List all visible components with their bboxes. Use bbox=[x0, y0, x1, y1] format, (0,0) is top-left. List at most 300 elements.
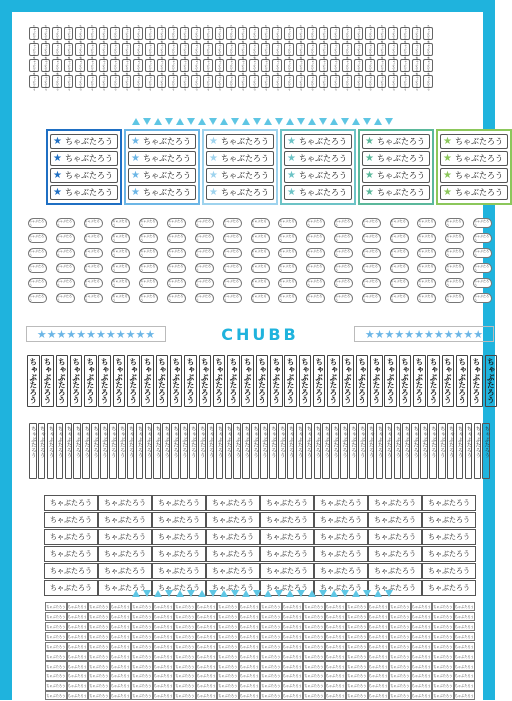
triangle-mark bbox=[132, 590, 140, 597]
vertical-name-label: ちゃぶたろう bbox=[84, 355, 97, 407]
small-name-label: ちゃぶたろう bbox=[325, 612, 347, 621]
small-name-label: ちゃぶたろう bbox=[346, 632, 368, 641]
tiny-name-sticker: ちゃぶたろう bbox=[64, 27, 74, 40]
triangle-mark bbox=[374, 118, 382, 125]
thin-vertical-name-label: ちゃぶたろう bbox=[225, 423, 233, 479]
cloud-name-sticker: ちゃぶたろう bbox=[334, 278, 353, 288]
tiny-name-sticker: ちゃぶたろう bbox=[249, 59, 259, 72]
cloud-name-sticker: ちゃぶたろう bbox=[278, 218, 297, 228]
tiny-name-sticker: ちゃぶたろう bbox=[296, 59, 306, 72]
star-icon: ★ bbox=[209, 169, 218, 181]
triangle-mark bbox=[154, 590, 162, 597]
tiny-name-sticker: ちゃぶたろう bbox=[354, 75, 364, 88]
star-icon: ★ bbox=[53, 169, 62, 181]
rect-name-label: ちゃぶたろう bbox=[260, 563, 314, 579]
cloud-name-sticker: ちゃぶたろう bbox=[84, 263, 103, 273]
small-label-row bbox=[45, 612, 475, 621]
triangle-mark bbox=[253, 118, 261, 125]
name-text: ちゃぶたろう bbox=[142, 188, 191, 197]
vertical-name-label: ちゃぶたろう bbox=[270, 355, 283, 407]
cloud-name-sticker: ちゃぶたろう bbox=[417, 218, 436, 228]
triangle-mark bbox=[231, 118, 239, 125]
tiny-name-sticker: ちゃぶたろう bbox=[52, 27, 62, 40]
small-name-label: ちゃぶたろう bbox=[389, 642, 411, 651]
vertical-name-label: ちゃぶたろう bbox=[442, 355, 455, 407]
triangle-mark bbox=[352, 590, 360, 597]
vertical-name-label: ちゃぶたろう bbox=[384, 355, 397, 407]
cloud-name-sticker: ちゃぶたろう bbox=[28, 218, 47, 228]
rect-label-row bbox=[44, 546, 476, 562]
tiny-name-sticker: ちゃぶたろう bbox=[284, 27, 294, 40]
tiny-name-sticker: ちゃぶたろう bbox=[400, 43, 410, 56]
thin-vertical-name-label: ちゃぶたろう bbox=[233, 423, 241, 479]
small-name-label: ちゃぶたろう bbox=[325, 632, 347, 641]
small-name-label: ちゃぶたろう bbox=[217, 671, 239, 680]
small-name-label: ちゃぶたろう bbox=[411, 671, 433, 680]
name-text: ちゃぶたろう bbox=[376, 137, 425, 146]
tiny-name-sticker: ちゃぶたろう bbox=[168, 43, 178, 56]
tiny-name-sticker: ちゃぶたろう bbox=[238, 75, 248, 88]
tiny-name-sticker: ちゃぶたろう bbox=[284, 43, 294, 56]
tiny-name-sticker: ちゃぶたろう bbox=[191, 75, 201, 88]
small-name-label: ちゃぶたろう bbox=[368, 691, 390, 700]
tiny-name-sticker: ちゃぶたろう bbox=[122, 59, 132, 72]
rect-name-label: ちゃぶたろう bbox=[260, 495, 314, 511]
cloud-name-sticker: ちゃぶたろう bbox=[390, 248, 409, 258]
cloud-sticker-row bbox=[28, 278, 492, 288]
cloud-name-sticker: ちゃぶたろう bbox=[473, 278, 492, 288]
tiny-name-sticker: ちゃぶたろう bbox=[423, 27, 433, 40]
thin-vertical-name-label: ちゃぶたろう bbox=[38, 423, 46, 479]
small-name-label: ちゃぶたろう bbox=[454, 671, 476, 680]
tiny-name-sticker: ちゃぶたろう bbox=[145, 27, 155, 40]
tiny-name-sticker: ちゃぶたろう bbox=[215, 27, 225, 40]
star-label-column bbox=[358, 129, 434, 205]
small-name-label: ちゃぶたろう bbox=[45, 651, 67, 660]
small-name-label: ちゃぶたろう bbox=[303, 691, 325, 700]
triangle-mark bbox=[286, 118, 294, 125]
small-name-label: ちゃぶたろう bbox=[88, 691, 110, 700]
small-name-label: ちゃぶたろう bbox=[196, 681, 218, 690]
tiny-name-sticker: ちゃぶたろう bbox=[330, 43, 340, 56]
name-text: ちゃぶたろう bbox=[376, 154, 425, 163]
tiny-name-sticker: ちゃぶたろう bbox=[133, 59, 143, 72]
star-icon: ★ bbox=[365, 135, 374, 147]
small-name-label: ちゃぶたろう bbox=[131, 681, 153, 690]
cloud-name-sticker: ちゃぶたろう bbox=[28, 293, 47, 303]
vertical-name-label: ちゃぶたろう bbox=[399, 355, 412, 407]
small-name-label: ちゃぶたろう bbox=[153, 681, 175, 690]
rect-name-label: ちゃぶたろう bbox=[44, 546, 98, 562]
small-name-label: ちゃぶたろう bbox=[153, 602, 175, 611]
small-name-label: ちゃぶたろう bbox=[325, 671, 347, 680]
small-name-label: ちゃぶたろう bbox=[411, 681, 433, 690]
tiny-sticker-row bbox=[29, 24, 489, 43]
star-name-label bbox=[440, 185, 508, 200]
tiny-name-sticker: ちゃぶたろう bbox=[307, 59, 317, 72]
tiny-name-sticker: ちゃぶたろう bbox=[180, 43, 190, 56]
small-name-label: ちゃぶたろう bbox=[454, 681, 476, 690]
small-name-label: ちゃぶたろう bbox=[368, 642, 390, 651]
thin-vertical-name-label: ちゃぶたろう bbox=[136, 423, 144, 479]
star-icon: ★ bbox=[287, 169, 296, 181]
triangle-mark bbox=[176, 118, 184, 125]
name-text: ちゃぶたろう bbox=[142, 137, 191, 146]
rect-name-label: ちゃぶたろう bbox=[152, 495, 206, 511]
tiny-name-sticker: ちゃぶたろう bbox=[284, 75, 294, 88]
thin-vertical-name-label: ちゃぶたろう bbox=[260, 423, 268, 479]
cloud-name-sticker: ちゃぶたろう bbox=[417, 233, 436, 243]
name-text: ちゃぶたろう bbox=[64, 188, 113, 197]
cloud-name-sticker: ちゃぶたろう bbox=[278, 248, 297, 258]
triangle-band-top bbox=[142, 118, 382, 126]
small-name-label: ちゃぶたろう bbox=[217, 632, 239, 641]
small-name-label: ちゃぶたろう bbox=[325, 661, 347, 670]
cloud-name-sticker: ちゃぶたろう bbox=[84, 248, 103, 258]
small-name-label: ちゃぶたろう bbox=[153, 651, 175, 660]
tiny-name-sticker: ちゃぶたろう bbox=[52, 59, 62, 72]
thin-vertical-name-label: ちゃぶたろう bbox=[314, 423, 322, 479]
rect-name-label: ちゃぶたろう bbox=[206, 529, 260, 545]
vertical-name-label: ちゃぶたろう bbox=[213, 355, 226, 407]
thin-vertical-name-label: ちゃぶたろう bbox=[198, 423, 206, 479]
tiny-name-sticker: ちゃぶたろう bbox=[41, 59, 51, 72]
small-name-label: ちゃぶたろう bbox=[368, 671, 390, 680]
star-label-column bbox=[436, 129, 512, 205]
thin-vertical-name-label: ちゃぶたろう bbox=[287, 423, 295, 479]
thin-vertical-name-label: ちゃぶたろう bbox=[251, 423, 259, 479]
small-name-label: ちゃぶたろう bbox=[45, 671, 67, 680]
cloud-name-sticker: ちゃぶたろう bbox=[223, 218, 242, 228]
small-name-label: ちゃぶたろう bbox=[67, 651, 89, 660]
small-name-label: ちゃぶたろう bbox=[174, 622, 196, 631]
cloud-name-sticker: ちゃぶたろう bbox=[334, 263, 353, 273]
small-name-label: ちゃぶたろう bbox=[67, 681, 89, 690]
tiny-name-sticker: ちゃぶたろう bbox=[110, 27, 120, 40]
cloud-name-sticker: ちゃぶたろう bbox=[251, 248, 270, 258]
tiny-name-sticker: ちゃぶたろう bbox=[133, 27, 143, 40]
star-label-grid bbox=[46, 129, 503, 205]
rect-name-label: ちゃぶたろう bbox=[368, 512, 422, 528]
tiny-name-sticker: ちゃぶたろう bbox=[238, 27, 248, 40]
cloud-name-sticker: ちゃぶたろう bbox=[195, 278, 214, 288]
rect-name-label: ちゃぶたろう bbox=[260, 546, 314, 562]
small-name-label: ちゃぶたろう bbox=[260, 622, 282, 631]
triangle-mark bbox=[275, 590, 283, 597]
small-name-label: ちゃぶたろう bbox=[325, 691, 347, 700]
small-name-label: ちゃぶたろう bbox=[282, 681, 304, 690]
rect-label-row bbox=[44, 512, 476, 528]
small-name-label: ちゃぶたろう bbox=[67, 642, 89, 651]
tiny-name-sticker: ちゃぶたろう bbox=[203, 43, 213, 56]
small-name-label: ちゃぶたろう bbox=[67, 612, 89, 621]
star-name-label bbox=[362, 185, 430, 200]
small-name-label: ちゃぶたろう bbox=[454, 632, 476, 641]
small-name-label: ちゃぶたろう bbox=[88, 671, 110, 680]
tiny-name-sticker: ちゃぶたろう bbox=[412, 27, 422, 40]
cloud-name-sticker: ちゃぶたろう bbox=[334, 233, 353, 243]
vertical-name-label: ちゃぶたろう bbox=[241, 355, 254, 407]
tiny-name-sticker: ちゃぶたろう bbox=[412, 59, 422, 72]
rect-name-label: ちゃぶたろう bbox=[152, 563, 206, 579]
thin-vertical-name-label: ちゃぶたろう bbox=[162, 423, 170, 479]
cloud-name-sticker: ちゃぶたろう bbox=[56, 248, 75, 258]
rect-name-label: ちゃぶたろう bbox=[206, 563, 260, 579]
cloud-name-sticker: ちゃぶたろう bbox=[167, 278, 186, 288]
small-name-label: ちゃぶたろう bbox=[174, 651, 196, 660]
small-name-label: ちゃぶたろう bbox=[303, 671, 325, 680]
thin-vertical-name-label: ちゃぶたろう bbox=[73, 423, 81, 479]
tiny-name-sticker: ちゃぶたろう bbox=[272, 59, 282, 72]
small-name-label: ちゃぶたろう bbox=[432, 691, 454, 700]
cloud-name-sticker: ちゃぶたろう bbox=[111, 248, 130, 258]
rect-name-label: ちゃぶたろう bbox=[206, 495, 260, 511]
tiny-name-sticker: ちゃぶたろう bbox=[168, 75, 178, 88]
small-name-label: ちゃぶたろう bbox=[67, 671, 89, 680]
small-name-label: ちゃぶたろう bbox=[239, 691, 261, 700]
rect-name-label: ちゃぶたろう bbox=[44, 529, 98, 545]
small-name-label: ちゃぶたろう bbox=[411, 651, 433, 660]
small-name-label: ちゃぶたろう bbox=[389, 661, 411, 670]
tiny-name-sticker: ちゃぶたろう bbox=[330, 27, 340, 40]
tiny-sticker-grid bbox=[29, 24, 489, 91]
small-name-label: ちゃぶたろう bbox=[454, 661, 476, 670]
rect-name-label: ちゃぶたろう bbox=[152, 580, 206, 596]
triangle-mark bbox=[341, 590, 349, 597]
cloud-name-sticker: ちゃぶたろう bbox=[334, 248, 353, 258]
tiny-name-sticker: ちゃぶたろう bbox=[41, 27, 51, 40]
triangle-mark bbox=[264, 118, 272, 125]
tiny-name-sticker: ちゃぶたろう bbox=[29, 27, 39, 40]
small-label-row bbox=[45, 661, 475, 670]
small-name-label: ちゃぶたろう bbox=[45, 661, 67, 670]
star-name-label bbox=[206, 185, 274, 200]
tiny-name-sticker: ちゃぶたろう bbox=[122, 43, 132, 56]
triangle-mark bbox=[143, 590, 151, 597]
tiny-name-sticker: ちゃぶたろう bbox=[203, 59, 213, 72]
star-icon: ★ bbox=[53, 135, 62, 147]
small-name-label: ちゃぶたろう bbox=[196, 602, 218, 611]
thin-vertical-name-label: ちゃぶたろう bbox=[447, 423, 455, 479]
small-name-label: ちゃぶたろう bbox=[88, 612, 110, 621]
small-name-label: ちゃぶたろう bbox=[411, 691, 433, 700]
name-text: ちゃぶたろう bbox=[220, 154, 269, 163]
tiny-name-sticker: ちゃぶたろう bbox=[365, 75, 375, 88]
tiny-name-sticker: ちゃぶたろう bbox=[412, 75, 422, 88]
small-name-label: ちゃぶたろう bbox=[432, 612, 454, 621]
cloud-name-sticker: ちゃぶたろう bbox=[251, 278, 270, 288]
name-text: ちゃぶたろう bbox=[142, 171, 191, 180]
cloud-name-sticker: ちゃぶたろう bbox=[111, 293, 130, 303]
thin-vertical-name-label: ちゃぶたろう bbox=[242, 423, 250, 479]
tiny-name-sticker: ちゃぶたろう bbox=[354, 43, 364, 56]
small-name-label: ちゃぶたろう bbox=[217, 642, 239, 651]
tiny-name-sticker: ちゃぶたろう bbox=[87, 27, 97, 40]
small-name-label: ちゃぶたろう bbox=[174, 681, 196, 690]
star-name-label bbox=[128, 185, 196, 200]
cloud-name-sticker: ちゃぶたろう bbox=[28, 263, 47, 273]
cloud-name-sticker: ちゃぶたろう bbox=[251, 233, 270, 243]
star-label-column bbox=[46, 129, 122, 205]
cloud-name-sticker: ちゃぶたろう bbox=[306, 248, 325, 258]
small-name-label: ちゃぶたろう bbox=[217, 651, 239, 660]
small-name-label: ちゃぶたろう bbox=[110, 681, 132, 690]
rect-name-label: ちゃぶたろう bbox=[206, 512, 260, 528]
cloud-name-sticker: ちゃぶたろう bbox=[306, 233, 325, 243]
tiny-name-sticker: ちゃぶたろう bbox=[52, 43, 62, 56]
small-name-label: ちゃぶたろう bbox=[325, 602, 347, 611]
star-name-label bbox=[50, 151, 118, 166]
cloud-name-sticker: ちゃぶたろう bbox=[417, 293, 436, 303]
cloud-name-sticker: ちゃぶたろう bbox=[167, 218, 186, 228]
cloud-name-sticker: ちゃぶたろう bbox=[390, 233, 409, 243]
small-name-label: ちゃぶたろう bbox=[432, 602, 454, 611]
vertical-name-label: ちゃぶたろう bbox=[256, 355, 269, 407]
thin-vertical-name-label: ちゃぶたろう bbox=[474, 423, 482, 479]
small-name-label: ちゃぶたろう bbox=[110, 602, 132, 611]
tiny-name-sticker: ちゃぶたろう bbox=[330, 59, 340, 72]
rect-name-label: ちゃぶたろう bbox=[98, 529, 152, 545]
tiny-name-sticker: ちゃぶたろう bbox=[215, 75, 225, 88]
small-name-label: ちゃぶたろう bbox=[260, 632, 282, 641]
small-name-label: ちゃぶたろう bbox=[346, 651, 368, 660]
star-name-label bbox=[128, 168, 196, 183]
small-name-label: ちゃぶたろう bbox=[153, 642, 175, 651]
star-strip-right: ★★★★★★★★★★★★ bbox=[354, 326, 494, 342]
tiny-name-sticker: ちゃぶたろう bbox=[249, 43, 259, 56]
cloud-name-sticker: ちゃぶたろう bbox=[390, 293, 409, 303]
small-name-label: ちゃぶたろう bbox=[282, 691, 304, 700]
vertical-name-label: ちゃぶたろう bbox=[284, 355, 297, 407]
small-name-label: ちゃぶたろう bbox=[389, 622, 411, 631]
small-name-label: ちゃぶたろう bbox=[110, 622, 132, 631]
small-name-label: ちゃぶたろう bbox=[346, 602, 368, 611]
small-name-label: ちゃぶたろう bbox=[239, 612, 261, 621]
small-name-label: ちゃぶたろう bbox=[88, 622, 110, 631]
tiny-name-sticker: ちゃぶたろう bbox=[215, 59, 225, 72]
small-name-label: ちゃぶたろう bbox=[346, 691, 368, 700]
small-name-label: ちゃぶたろう bbox=[260, 651, 282, 660]
thin-vertical-name-label: ちゃぶたろう bbox=[305, 423, 313, 479]
rect-name-label: ちゃぶたろう bbox=[422, 563, 476, 579]
star-name-label bbox=[50, 134, 118, 149]
small-name-label: ちゃぶたろう bbox=[389, 632, 411, 641]
small-name-label: ちゃぶたろう bbox=[217, 602, 239, 611]
small-name-label: ちゃぶたろう bbox=[368, 632, 390, 641]
rect-name-label: ちゃぶたろう bbox=[422, 529, 476, 545]
thin-vertical-name-label: ちゃぶたろう bbox=[296, 423, 304, 479]
star-name-label bbox=[284, 151, 352, 166]
small-name-label: ちゃぶたろう bbox=[325, 681, 347, 690]
cloud-sticker-row bbox=[28, 218, 492, 228]
small-name-label: ちゃぶたろう bbox=[110, 632, 132, 641]
thin-vertical-name-label: ちゃぶたろう bbox=[420, 423, 428, 479]
tiny-name-sticker: ちゃぶたろう bbox=[400, 27, 410, 40]
thin-vertical-name-label: ちゃぶたろう bbox=[118, 423, 126, 479]
cloud-name-sticker: ちゃぶたろう bbox=[417, 278, 436, 288]
small-name-label: ちゃぶたろう bbox=[432, 632, 454, 641]
name-text: ちゃぶたろう bbox=[220, 137, 269, 146]
small-name-label: ちゃぶたろう bbox=[196, 642, 218, 651]
tiny-name-sticker: ちゃぶたろう bbox=[64, 59, 74, 72]
tiny-name-sticker: ちゃぶたろう bbox=[133, 75, 143, 88]
star-icon: ★ bbox=[443, 135, 452, 147]
small-name-label: ちゃぶたろう bbox=[432, 681, 454, 690]
thin-vertical-name-label: ちゃぶたろう bbox=[340, 423, 348, 479]
rect-name-label: ちゃぶたろう bbox=[314, 563, 368, 579]
tiny-name-sticker: ちゃぶたろう bbox=[249, 27, 259, 40]
tiny-name-sticker: ちゃぶたろう bbox=[99, 43, 109, 56]
small-name-label: ちゃぶたろう bbox=[411, 632, 433, 641]
small-name-label: ちゃぶたろう bbox=[196, 622, 218, 631]
cloud-name-sticker: ちゃぶたろう bbox=[84, 293, 103, 303]
cloud-name-sticker: ちゃぶたろう bbox=[28, 248, 47, 258]
star-name-label bbox=[128, 134, 196, 149]
tiny-name-sticker: ちゃぶたろう bbox=[226, 75, 236, 88]
small-name-label: ちゃぶたろう bbox=[325, 622, 347, 631]
triangle-mark bbox=[330, 118, 338, 125]
star-icon: ★ bbox=[209, 152, 218, 164]
small-name-label: ちゃぶたろう bbox=[45, 612, 67, 621]
star-icon: ★ bbox=[287, 152, 296, 164]
cloud-name-sticker: ちゃぶたろう bbox=[167, 263, 186, 273]
cloud-name-sticker: ちゃぶたろう bbox=[56, 263, 75, 273]
small-name-label: ちゃぶたろう bbox=[346, 612, 368, 621]
small-name-label: ちゃぶたろう bbox=[67, 661, 89, 670]
small-name-label: ちゃぶたろう bbox=[88, 661, 110, 670]
thin-vertical-name-label: ちゃぶたろう bbox=[394, 423, 402, 479]
tiny-name-sticker: ちゃぶたろう bbox=[330, 75, 340, 88]
cloud-name-sticker: ちゃぶたろう bbox=[445, 278, 464, 288]
small-name-label: ちゃぶたろう bbox=[303, 612, 325, 621]
vertical-name-label: ちゃぶたろう bbox=[356, 355, 369, 407]
tiny-name-sticker: ちゃぶたろう bbox=[191, 43, 201, 56]
triangle-mark bbox=[363, 118, 371, 125]
small-name-label: ちゃぶたろう bbox=[131, 622, 153, 631]
small-name-label: ちゃぶたろう bbox=[389, 691, 411, 700]
triangle-mark bbox=[176, 590, 184, 597]
thin-vertical-label-grid bbox=[29, 423, 491, 479]
small-name-label: ちゃぶたろう bbox=[303, 622, 325, 631]
tiny-name-sticker: ちゃぶたろう bbox=[238, 43, 248, 56]
small-name-label: ちゃぶたろう bbox=[282, 602, 304, 611]
star-name-label bbox=[440, 134, 508, 149]
cloud-name-sticker: ちゃぶたろう bbox=[167, 233, 186, 243]
cloud-name-sticker: ちゃぶたろう bbox=[167, 293, 186, 303]
small-name-label: ちゃぶたろう bbox=[325, 651, 347, 660]
tiny-name-sticker: ちゃぶたろう bbox=[342, 75, 352, 88]
rect-name-label: ちゃぶたろう bbox=[260, 580, 314, 596]
small-name-label: ちゃぶたろう bbox=[454, 612, 476, 621]
tiny-name-sticker: ちゃぶたろう bbox=[191, 59, 201, 72]
star-icon: ★ bbox=[53, 152, 62, 164]
tiny-sticker-row bbox=[29, 56, 489, 75]
star-name-label bbox=[362, 134, 430, 149]
star-name-label bbox=[284, 185, 352, 200]
small-name-label: ちゃぶたろう bbox=[88, 681, 110, 690]
tiny-name-sticker: ちゃぶたろう bbox=[64, 75, 74, 88]
small-name-label: ちゃぶたろう bbox=[131, 671, 153, 680]
rect-name-label: ちゃぶたろう bbox=[314, 512, 368, 528]
cloud-name-sticker: ちゃぶたろう bbox=[362, 278, 381, 288]
triangle-mark bbox=[154, 118, 162, 125]
tiny-name-sticker: ちゃぶたろう bbox=[99, 59, 109, 72]
small-name-label: ちゃぶたろう bbox=[389, 602, 411, 611]
thin-vertical-name-label: ちゃぶたろう bbox=[456, 423, 464, 479]
tiny-name-sticker: ちゃぶたろう bbox=[157, 75, 167, 88]
cloud-name-sticker: ちゃぶたろう bbox=[334, 293, 353, 303]
tiny-name-sticker: ちゃぶたろう bbox=[423, 75, 433, 88]
